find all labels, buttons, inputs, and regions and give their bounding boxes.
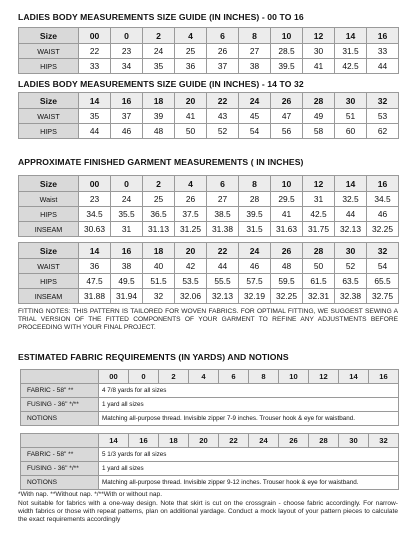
blank-corner-cell (21, 434, 99, 448)
measurement-cell: 47.5 (79, 274, 111, 289)
table-row (19, 289, 399, 304)
measurement-cell: 45 (239, 109, 271, 124)
measurement-cell: 55.5 (207, 274, 239, 289)
size-header-row (19, 93, 399, 109)
body-measurements-title-2: LADIES BODY MEASUREMENTS SIZE GUIDE (IN INCHES) - 14 TO 32 (18, 79, 304, 89)
measurement-cell: 31 (303, 192, 335, 207)
garment-measurements-table-1 (18, 175, 399, 237)
measurement-cell: 50 (175, 124, 207, 139)
size-header-cell: 6 (219, 370, 249, 384)
size-header-row (19, 28, 399, 44)
measurement-cell: 39.5 (239, 207, 271, 222)
size-header-cell: 16 (369, 370, 399, 384)
measurement-cell: 32 (143, 289, 175, 304)
table-row (19, 44, 399, 59)
measurement-cell: 37.5 (175, 207, 207, 222)
measurement-cell: 39.5 (271, 59, 303, 74)
size-header-cell: 24 (239, 93, 271, 109)
measurement-cell: 32.31 (303, 289, 335, 304)
measurement-cell: 53 (367, 109, 399, 124)
measurement-cell: 60 (335, 124, 367, 139)
size-header-cell: 22 (219, 434, 249, 448)
row-label: FABRIC - 58" ** (21, 448, 99, 462)
measurement-cell: 35.5 (111, 207, 143, 222)
measurement-cell: 25 (143, 192, 175, 207)
size-header-cell: 16 (129, 434, 159, 448)
measurement-cell: 28 (239, 192, 271, 207)
garment-measurements-title: APPROXIMATE FINISHED GARMENT MEASUREMENTS ( IN INCHES) (18, 157, 304, 167)
measurement-cell: 46 (367, 207, 399, 222)
size-header-cell: 28 (303, 93, 335, 109)
measurement-cell: 24 (143, 44, 175, 59)
body-measurements-table-2 (18, 92, 399, 139)
row-label: HIPS (19, 59, 79, 74)
size-header-cell: 26 (271, 243, 303, 259)
measurement-cell: 32.38 (335, 289, 367, 304)
size-header-cell: 16 (367, 28, 399, 44)
requirement-cell: 4 7/8 yards for all sizes (99, 384, 399, 398)
measurement-cell: 61.5 (303, 274, 335, 289)
measurement-cell: 51.5 (143, 274, 175, 289)
size-header-cell: 16 (111, 93, 143, 109)
size-header-cell: 30 (335, 243, 367, 259)
size-header-cell: 12 (303, 176, 335, 192)
size-header-cell: 6 (207, 28, 239, 44)
size-header-cell: 28 (309, 434, 339, 448)
size-header-cell: 14 (79, 243, 111, 259)
measurement-cell: 52 (335, 259, 367, 274)
measurement-cell: 31 (111, 222, 143, 237)
size-header-cell: 20 (175, 93, 207, 109)
table-row (19, 274, 399, 289)
row-label: WAIST (19, 109, 79, 124)
measurement-cell: 34 (111, 59, 143, 74)
size-header-cell: 12 (309, 370, 339, 384)
measurement-cell: 46 (111, 124, 143, 139)
measurement-cell: 30.63 (79, 222, 111, 237)
fabric-requirements-table-2 (20, 433, 399, 490)
measurement-cell: 22 (79, 44, 111, 59)
fabric-requirements-table-1 (20, 369, 399, 426)
fabric-row (21, 384, 399, 398)
measurement-cell: 38.5 (207, 207, 239, 222)
measurement-cell: 25 (175, 44, 207, 59)
measurement-cell: 37 (111, 109, 143, 124)
size-label: Size (19, 176, 79, 192)
row-label: NOTIONS (21, 412, 99, 426)
requirement-cell: Matching all-purpose thread. Invisible zipper 9-12 inches. Trouser hook & eye for waistband. (99, 476, 399, 490)
size-header-cell: 24 (239, 243, 271, 259)
size-header-cell: 14 (79, 93, 111, 109)
row-label: FUSING - 36" */** (21, 462, 99, 476)
measurement-cell: 36.5 (143, 207, 175, 222)
size-header-cell: 10 (271, 28, 303, 44)
size-header-cell: 10 (271, 176, 303, 192)
measurement-cell: 48 (143, 124, 175, 139)
size-header-cell: 22 (207, 93, 239, 109)
measurement-cell: 54 (367, 259, 399, 274)
measurement-cell: 42.5 (303, 207, 335, 222)
measurement-cell: 38 (111, 259, 143, 274)
row-label: FABRIC - 58" ** (21, 384, 99, 398)
size-header-cell: 14 (339, 370, 369, 384)
row-label: Waist (19, 192, 79, 207)
size-header-cell: 26 (271, 93, 303, 109)
table-row (19, 222, 399, 237)
measurement-cell: 63.5 (335, 274, 367, 289)
row-label: HIPS (19, 274, 79, 289)
size-header-cell: 18 (143, 93, 175, 109)
measurement-cell: 33 (79, 59, 111, 74)
measurement-cell: 26 (207, 44, 239, 59)
size-header-cell: 14 (335, 176, 367, 192)
requirement-cell: Matching all-purpose thread. Invisible zipper 7-9 inches. Trouser hook & eye for waistband. (99, 412, 399, 426)
body-measurements-title-1: LADIES BODY MEASUREMENTS SIZE GUIDE (IN INCHES) - 00 TO 16 (18, 12, 304, 22)
measurement-cell: 31.38 (207, 222, 239, 237)
table-row (19, 59, 399, 74)
size-header-cell: 16 (367, 176, 399, 192)
measurement-cell: 41 (271, 207, 303, 222)
measurement-cell: 38 (239, 59, 271, 74)
measurement-cell: 29.5 (271, 192, 303, 207)
size-header-cell: 20 (189, 434, 219, 448)
size-header-cell: 4 (175, 176, 207, 192)
measurement-cell: 37 (207, 59, 239, 74)
size-header-cell: 22 (207, 243, 239, 259)
size-header-cell: 8 (239, 28, 271, 44)
measurement-cell: 31.88 (79, 289, 111, 304)
measurement-cell: 28.5 (271, 44, 303, 59)
measurement-cell: 32.13 (335, 222, 367, 237)
measurement-cell: 58 (303, 124, 335, 139)
size-header-cell: 6 (207, 176, 239, 192)
requirement-cell: 1 yard all sizes (99, 462, 399, 476)
size-header-cell: 10 (279, 370, 309, 384)
measurement-cell: 49 (303, 109, 335, 124)
measurement-cell: 31.75 (303, 222, 335, 237)
size-label: Size (19, 243, 79, 259)
blank-corner-cell (21, 370, 99, 384)
measurement-cell: 59.5 (271, 274, 303, 289)
measurement-cell: 27 (239, 44, 271, 59)
size-header-cell: 00 (99, 370, 129, 384)
measurement-cell: 31.5 (335, 44, 367, 59)
measurement-cell: 32.25 (367, 222, 399, 237)
row-label: NOTIONS (21, 476, 99, 490)
measurement-cell: 36 (79, 259, 111, 274)
measurement-cell: 46 (239, 259, 271, 274)
size-header-cell: 8 (239, 176, 271, 192)
size-label: Size (19, 93, 79, 109)
measurement-cell: 44 (367, 59, 399, 74)
size-header-cell: 20 (175, 243, 207, 259)
size-header-cell: 16 (111, 243, 143, 259)
measurement-cell: 26 (175, 192, 207, 207)
measurement-cell: 50 (303, 259, 335, 274)
fabric-requirements-title: ESTIMATED FABRIC REQUIREMENTS (IN YARDS) AND NOTIONS (18, 352, 289, 362)
measurement-cell: 27 (207, 192, 239, 207)
measurement-cell: 43 (207, 109, 239, 124)
measurement-cell: 32.5 (335, 192, 367, 207)
measurement-cell: 35 (79, 109, 111, 124)
measurement-cell: 44 (207, 259, 239, 274)
measurement-cell: 31.94 (111, 289, 143, 304)
fabric-footnote: Not suitable for fabrics with a one-way design. Note that skirt is cut on the crossgrain - choose fabric accordingly. For narrow- width fabrics or those with repeat patterns, plan on additional yardage. Conduct a mock layout of your pattern pieces to calculate the exact requirements accordingly (18, 500, 398, 524)
fitting-note: FITTING NOTES: THIS PATTERN IS TAILORED FOR WOVEN FABRICS. FOR OPTIMAL FITTING, WE SUGGEST SEWING A TRIAL VERSION OF THE FITTED COMPONENTS OF YOUR GARMENT TO REFINE ANY ADJUSTMENTS BEFORE PROCEEDING WITH YOUR FINAL PROJECT. (18, 308, 398, 332)
row-label: INSEAM (19, 289, 79, 304)
size-header-cell: 0 (111, 28, 143, 44)
table-row (19, 192, 399, 207)
measurement-cell: 35 (143, 59, 175, 74)
size-header-row (21, 434, 399, 448)
measurement-cell: 34.5 (79, 207, 111, 222)
measurement-cell: 44 (79, 124, 111, 139)
measurement-cell: 44 (335, 207, 367, 222)
size-header-cell: 4 (175, 28, 207, 44)
table-row (19, 109, 399, 124)
measurement-cell: 62 (367, 124, 399, 139)
measurement-cell: 32.13 (207, 289, 239, 304)
measurement-cell: 49.5 (111, 274, 143, 289)
row-label: WAIST (19, 259, 79, 274)
row-label: INSEAM (19, 222, 79, 237)
size-header-cell: 12 (303, 28, 335, 44)
measurement-cell: 24 (111, 192, 143, 207)
size-header-cell: 18 (159, 434, 189, 448)
size-header-cell: 0 (129, 370, 159, 384)
size-header-cell: 32 (367, 243, 399, 259)
measurement-cell: 34.5 (367, 192, 399, 207)
size-header-cell: 26 (279, 434, 309, 448)
size-header-cell: 30 (335, 93, 367, 109)
fabric-row (21, 448, 399, 462)
measurement-cell: 41 (303, 59, 335, 74)
measurement-cell: 42 (175, 259, 207, 274)
size-header-cell: 18 (143, 243, 175, 259)
measurement-cell: 31.63 (271, 222, 303, 237)
measurement-cell: 52 (207, 124, 239, 139)
size-header-cell: 0 (111, 176, 143, 192)
table-row (19, 259, 399, 274)
size-header-cell: 14 (335, 28, 367, 44)
size-header-cell: 28 (303, 243, 335, 259)
body-measurements-table-1 (18, 27, 399, 74)
row-label: WAIST (19, 44, 79, 59)
nap-footnote: *With nap. **Without nap. */**With or without nap. (18, 491, 163, 498)
fabric-row (21, 462, 399, 476)
size-header-row (21, 370, 399, 384)
size-header-row (19, 243, 399, 259)
row-label: HIPS (19, 124, 79, 139)
size-header-cell: 24 (249, 434, 279, 448)
measurement-cell: 32.19 (239, 289, 271, 304)
measurement-cell: 41 (175, 109, 207, 124)
measurement-cell: 31.5 (239, 222, 271, 237)
size-label: Size (19, 28, 79, 44)
size-header-cell: 2 (159, 370, 189, 384)
measurement-cell: 39 (143, 109, 175, 124)
table-row (19, 207, 399, 222)
measurement-cell: 31.13 (143, 222, 175, 237)
measurement-cell: 65.5 (367, 274, 399, 289)
fabric-row (21, 398, 399, 412)
measurement-cell: 23 (79, 192, 111, 207)
size-header-cell: 2 (143, 28, 175, 44)
measurement-cell: 23 (111, 44, 143, 59)
measurement-cell: 56 (271, 124, 303, 139)
measurement-cell: 48 (271, 259, 303, 274)
requirement-cell: 1 yard all sizes (99, 398, 399, 412)
requirement-cell: 5 1/3 yards for all sizes (99, 448, 399, 462)
measurement-cell: 51 (335, 109, 367, 124)
measurement-cell: 42.5 (335, 59, 367, 74)
size-header-cell: 00 (79, 28, 111, 44)
size-header-cell: 32 (367, 93, 399, 109)
measurement-cell: 53.5 (175, 274, 207, 289)
measurement-cell: 32.25 (271, 289, 303, 304)
measurement-cell: 47 (271, 109, 303, 124)
measurement-cell: 36 (175, 59, 207, 74)
measurement-cell: 32.06 (175, 289, 207, 304)
size-header-cell: 8 (249, 370, 279, 384)
size-header-cell: 14 (99, 434, 129, 448)
measurement-cell: 57.5 (239, 274, 271, 289)
size-header-cell: 4 (189, 370, 219, 384)
measurement-cell: 40 (143, 259, 175, 274)
measurement-cell: 32.75 (367, 289, 399, 304)
size-header-cell: 2 (143, 176, 175, 192)
measurement-cell: 33 (367, 44, 399, 59)
size-header-cell: 30 (339, 434, 369, 448)
row-label: FUSING - 36" */** (21, 398, 99, 412)
fabric-row (21, 476, 399, 490)
measurement-cell: 54 (239, 124, 271, 139)
garment-measurements-table-2 (18, 242, 399, 304)
size-header-row (19, 176, 399, 192)
size-header-cell: 00 (79, 176, 111, 192)
table-row (19, 124, 399, 139)
row-label: HIPS (19, 207, 79, 222)
fabric-row (21, 412, 399, 426)
measurement-cell: 31.25 (175, 222, 207, 237)
size-header-cell: 32 (369, 434, 399, 448)
measurement-cell: 30 (303, 44, 335, 59)
